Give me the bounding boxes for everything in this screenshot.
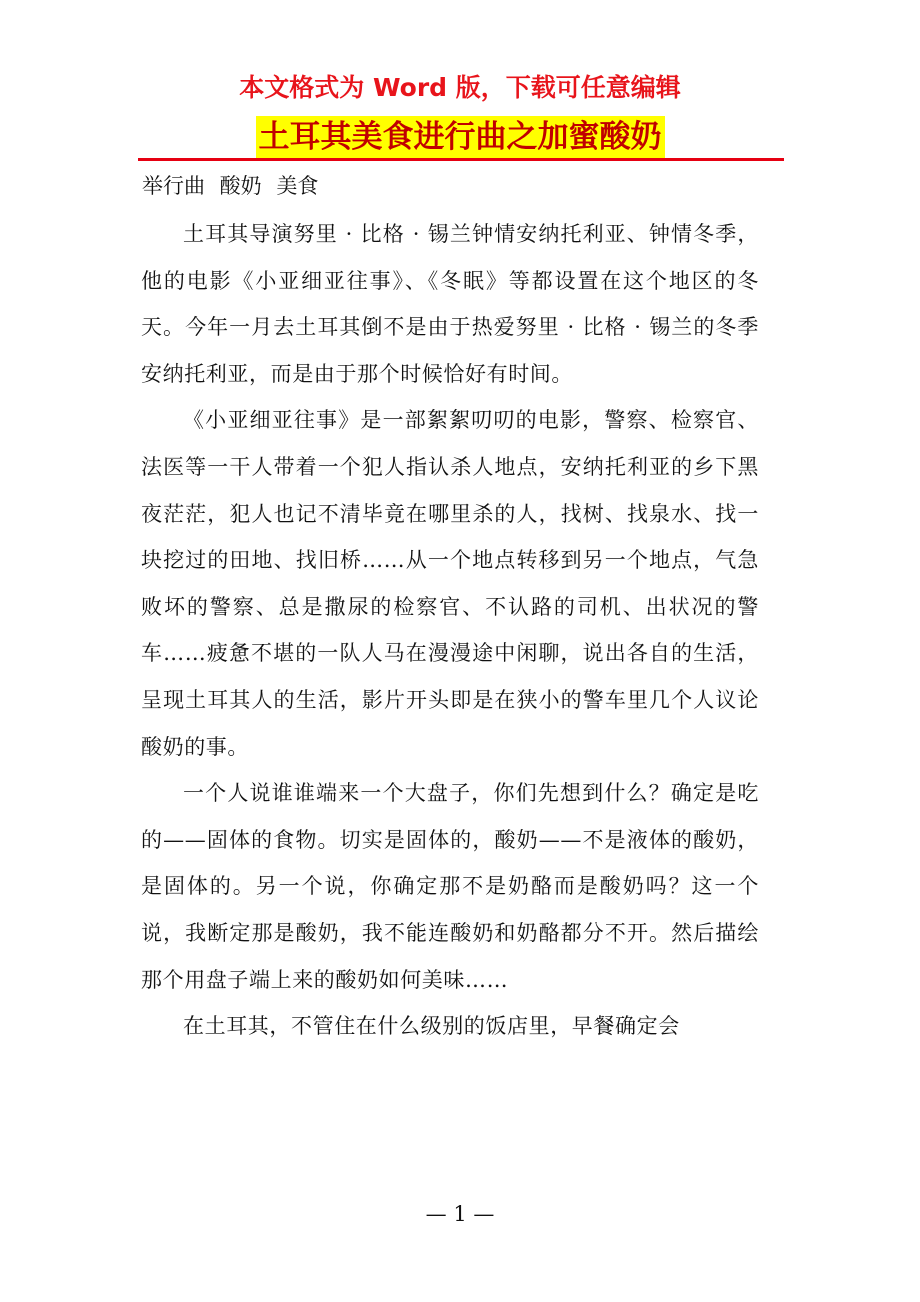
paragraph: 在土耳其，不管住在什么级别的饭店里，早餐确定会: [183, 1014, 680, 1039]
paragraph: 《小亚细亚往事》是一部絮絮叨叨的电影，警察、检察官、法医等一干人带着一个犯人指认杀人地点，安纳托利亚的乡下黑夜茫茫，犯人也记不清毕竟在哪里杀的人，找树、找泉水、找一块挖过的田地、找旧桥……从一个地点转移到另一个地点，气急败坏的警察、总是撒尿的检察官、不认路的司机、出状况的警车……疲惫不堪的一队人马在漫漫途中闲聊，说出各自的生活，呈现土耳其人的生活，影片开头即是在狭小的警车里几个人议论酸奶的事。: [141, 408, 759, 759]
page-number: — 1 —: [425, 1202, 495, 1226]
paragraph: 一个人说谁谁端来一个大盘子，你们先想到什么？确定是吃的——固体的食物。切实是固体的，酸奶——不是液体的酸奶，是固体的。另一个说，你确定那不是奶酪而是酸奶吗？这一个说，我断定那是酸奶，我不能连酸奶和奶酪都分不开。然后描绘那个用盘子端上来的酸奶如何美味……: [141, 781, 759, 992]
document-title: 土耳其美食进行曲之加蜜酸奶: [256, 116, 665, 158]
title-container: [0, 116, 920, 158]
document-body: [141, 211, 759, 1050]
paragraph: 土耳其导演努里 · 比格 · 锡兰钟情安纳托利亚、钟情冬季，他的电影《小亚细亚往事》、《冬眠》等都设置在这个地区的冬天。今年一月去土耳其倒不是由于热爱努里 · 比格 · 锡兰的冬季安纳托利亚，而是由于那个时候恰好有时间。: [141, 222, 759, 386]
title-divider: [138, 158, 784, 161]
keywords-line: 举行曲 酸奶 美食: [142, 174, 319, 198]
format-note: 本文格式为 Word 版，下载可任意编辑: [239, 73, 681, 102]
